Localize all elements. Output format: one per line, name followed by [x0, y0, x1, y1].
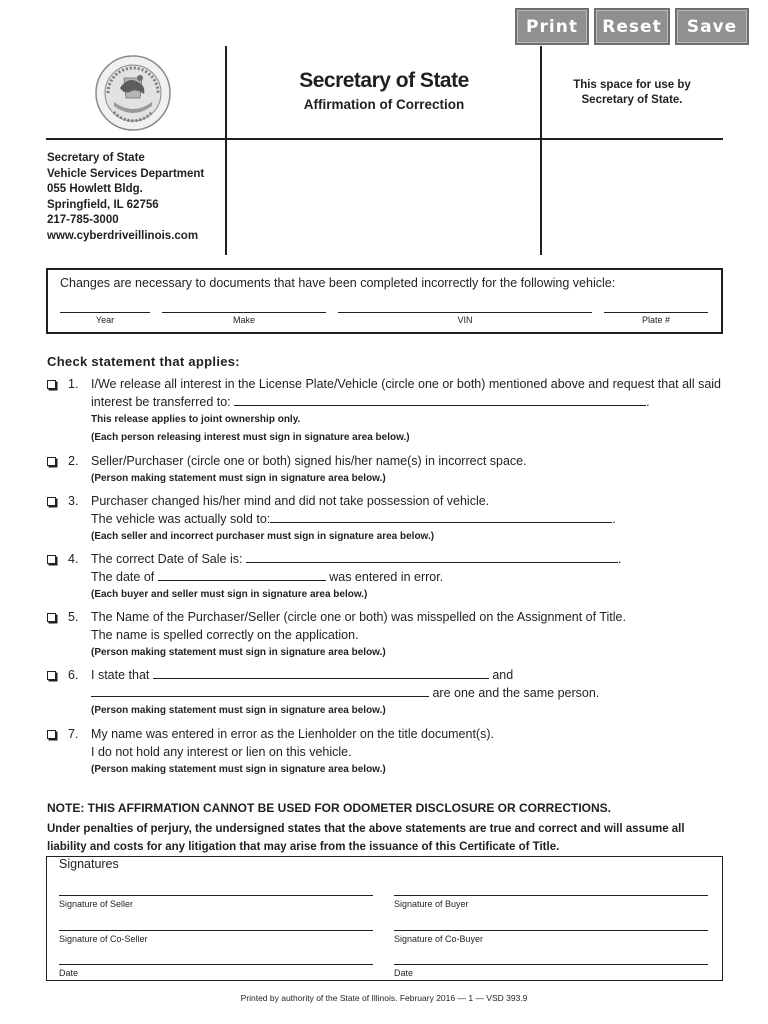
buyer-signature-field[interactable]: Signature of Buyer: [394, 895, 708, 909]
address-website: www.cyberdriveillinois.com: [47, 229, 199, 242]
co-buyer-signature-field[interactable]: Signature of Co-Buyer: [394, 930, 708, 944]
co-seller-signature-field[interactable]: Signature of Co-Seller: [59, 930, 373, 944]
checkbox-icon[interactable]: [47, 380, 56, 389]
signatures-box: [46, 856, 723, 981]
sos-use-line: Secretary of State.: [581, 94, 683, 106]
statement-note: This release applies to joint ownership only.: [91, 414, 301, 425]
checkbox-icon[interactable]: [47, 671, 56, 680]
checkbox-icon[interactable]: [47, 497, 56, 506]
header-divider-left: [225, 46, 227, 255]
statement-text: The name is spelled correctly on the application.: [91, 628, 359, 642]
wrong-date-field[interactable]: [158, 568, 326, 581]
state-seal-icon: [94, 54, 172, 132]
address-line: 055 Howlett Bldg.: [47, 183, 143, 195]
correct-date-field[interactable]: [246, 550, 618, 563]
plate-field[interactable]: Plate #: [604, 312, 708, 325]
print-button[interactable]: Print: [515, 8, 589, 45]
vehicle-intro: Changes are necessary to documents that have been completed incorrectly for the following vehicle:: [60, 276, 616, 290]
make-field[interactable]: Make: [162, 312, 326, 325]
transferee-field[interactable]: [234, 393, 646, 406]
reset-button[interactable]: Reset: [594, 8, 670, 45]
statement-note: (Person making statement must sign in signature area below.): [91, 647, 386, 658]
statement-number: 2.: [68, 454, 79, 468]
statement-text: was entered in error.: [329, 570, 444, 584]
check-heading: Check statement that applies:: [47, 354, 240, 369]
statement-text: I/We release all interest in the License Plate/Vehicle (circle one or both) mentioned above and request that all said: [91, 377, 721, 391]
period: .: [617, 552, 622, 566]
statement-line: [91, 684, 727, 702]
address-line: Vehicle Services Department: [47, 167, 205, 180]
name-one-field[interactable]: [153, 666, 489, 679]
statement-note: (Person making statement must sign in signature area below.): [91, 705, 386, 716]
statement-text: My name was entered in error as the Lienholder on the title document(s).: [91, 727, 494, 741]
save-button[interactable]: Save: [675, 8, 749, 45]
date-field-left[interactable]: Date: [59, 964, 373, 978]
department-address: [47, 151, 204, 244]
header-rule: [46, 138, 723, 140]
statement-number: 3.: [68, 494, 79, 508]
statement-text: The date of: [91, 570, 155, 584]
vin-field[interactable]: VIN: [338, 312, 592, 325]
statement-number: 5.: [68, 610, 79, 624]
perjury-statement: Under penalties of perjury, the undersigned states that the above statements are true and correct and will assume all liability and costs for any litigation that may arise from the issuance of this Certificate of Title.: [47, 823, 685, 853]
statement-number: 4.: [68, 552, 79, 566]
odometer-warning: NOTE: THIS AFFIRMATION CANNOT BE USED FOR ODOMETER DISCLOSURE OR CORRECTIONS.: [47, 801, 611, 815]
statement-note: (Person making statement must sign in signature area below.): [91, 473, 386, 484]
page-title: Secretary of State: [299, 69, 469, 92]
statement-note: (Each buyer and seller must sign in signature area below.): [91, 589, 368, 600]
statement-line: [91, 568, 727, 586]
statement-text: Seller/Purchaser (circle one or both) signed his/her name(s) in incorrect space.: [91, 454, 527, 468]
checkbox-icon[interactable]: [47, 457, 56, 466]
statement-text: Purchaser changed his/her mind and did not take possession of vehicle.: [91, 494, 490, 508]
address-line: Secretary of State: [47, 152, 145, 164]
vehicle-info-box: [46, 268, 723, 334]
statement-text: and: [492, 668, 514, 682]
statement-text: are one and the same person.: [432, 686, 600, 700]
sos-use-line: This space for use by: [573, 79, 691, 91]
statement-number: 6.: [68, 668, 79, 682]
form-subtitle: Affirmation of Correction: [303, 97, 465, 112]
statement-text: I do not hold any interest or lien on this vehicle.: [91, 745, 352, 759]
statement-text: The vehicle was actually sold to:: [91, 512, 271, 526]
checkbox-icon[interactable]: [47, 613, 56, 622]
statement-note: (Each person releasing interest must sign in signature area below.): [91, 432, 410, 443]
statement-line: [91, 510, 727, 528]
sold-to-field[interactable]: [270, 510, 612, 523]
sos-use-area: [560, 78, 704, 108]
statement-line: [91, 393, 727, 411]
statement-line: [91, 666, 727, 684]
seller-signature-field[interactable]: Signature of Seller: [59, 895, 373, 909]
signatures-title: Signatures: [59, 857, 119, 871]
period: .: [646, 395, 650, 409]
statement-note: (Person making statement must sign in signature area below.): [91, 764, 386, 775]
header-divider-right: [540, 46, 542, 255]
footer-text: Printed by authority of the State of Illinois. February 2016 — 1 — VSD 393.9: [240, 993, 528, 1003]
address-phone: 217-785-3000: [47, 214, 119, 226]
year-field[interactable]: Year: [60, 312, 150, 325]
statement-text: I state that: [91, 668, 150, 682]
address-line: Springfield, IL 62756: [47, 198, 159, 211]
checkbox-icon[interactable]: [47, 555, 56, 564]
statement-text: interest be transferred to:: [91, 395, 231, 409]
statement-text: The Name of the Purchaser/Seller (circle one or both) was misspelled on the Assignment of Title.: [91, 610, 626, 624]
statement-number: 1.: [68, 377, 79, 391]
period: .: [612, 512, 616, 526]
statement-number: 7.: [68, 727, 79, 741]
statement-line: [91, 550, 727, 568]
name-two-field[interactable]: [91, 684, 429, 697]
checkbox-icon[interactable]: [47, 730, 56, 739]
date-field-right[interactable]: Date: [394, 964, 708, 978]
statement-text: The correct Date of Sale is:: [91, 552, 243, 566]
statement-note: (Each seller and incorrect purchaser must sign in signature area below.): [91, 531, 435, 542]
